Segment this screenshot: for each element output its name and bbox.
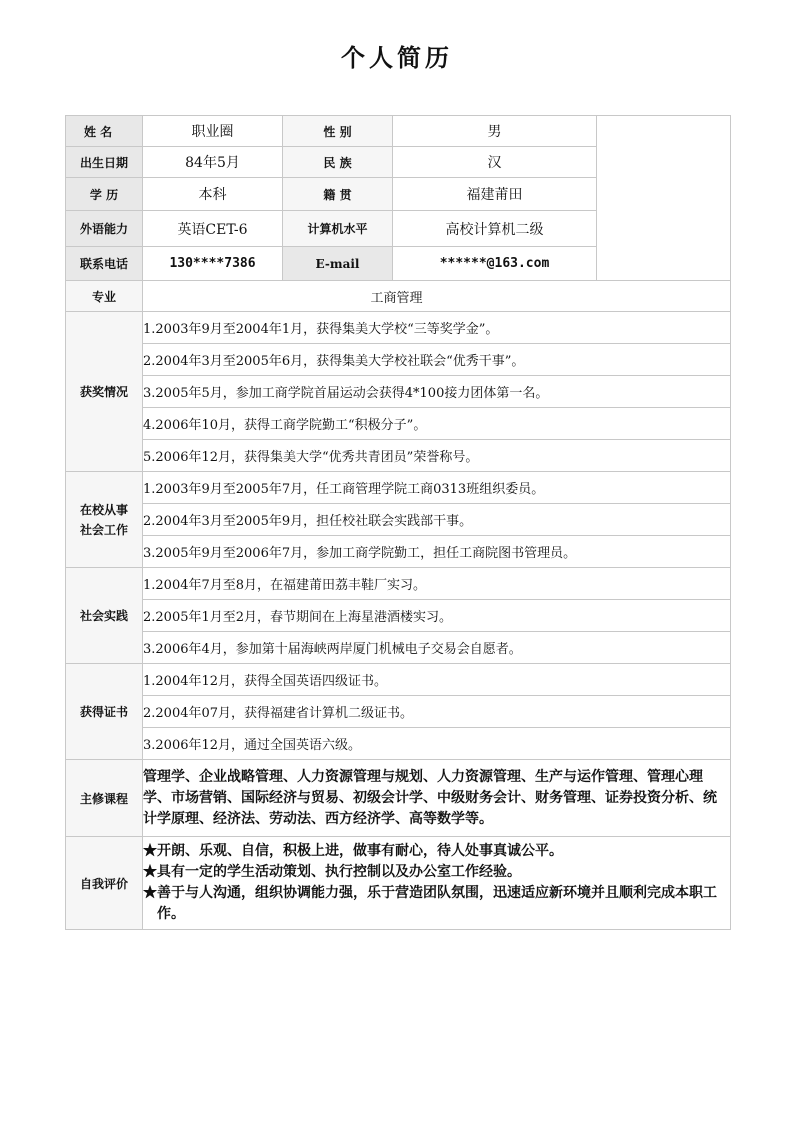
campus-row — [66, 536, 731, 568]
campus-row — [66, 504, 731, 536]
certs-label: 获得证书 — [66, 664, 143, 760]
practice-item-1: 1.2004年7月至8月，在福建莆田荔丰鞋厂实习。 — [143, 568, 731, 600]
awards-row — [66, 344, 731, 376]
computer-label: 计算机水平 — [283, 211, 393, 247]
campus-item-1: 1.2003年9月至2005年7月，任工商管理学院工商0313班组织委员。 — [143, 472, 731, 504]
campus-label-line2: 社会工作 — [79, 522, 128, 537]
gender-label: 性 别 — [283, 116, 393, 147]
education-value: 本科 — [143, 178, 283, 211]
photo-area — [597, 116, 731, 281]
phone-value: 130****7386 — [143, 247, 283, 281]
row-major — [66, 281, 731, 312]
page-title: 个人简历 — [341, 43, 453, 72]
courses-text: 管理学、企业战略管理、人力资源管理与规划、人力资源管理、生产与运作管理、管理心理学、市场营销、国际经济与贸易、初级会计学、中级财务会计、财务管理、证券投资分析、统计学原理、经济法、劳动法、西方经济学、高等数学等。 — [143, 760, 731, 837]
practice-item-2: 2.2005年1月至2月，春节期间在上海星港酒楼实习。 — [143, 600, 731, 632]
self-eval-row — [66, 837, 731, 930]
phone-label: 联系电话 — [66, 247, 143, 281]
self-eval-content — [143, 837, 731, 930]
awards-row — [66, 440, 731, 472]
major-text: 工商管理 — [370, 290, 423, 306]
origin-label: 籍 贯 — [283, 178, 393, 211]
courses-row — [66, 760, 731, 837]
awards-item-2: 2.2004年3月至2005年6月，获得集美大学校社联会“优秀干事”。 — [143, 344, 731, 376]
practice-row — [66, 632, 731, 664]
self-eval-line-2: ★具有一定的学生活动策划、执行控制以及办公室工作经验。 — [143, 864, 521, 880]
awards-row — [66, 408, 731, 440]
awards-item-5: 5.2006年12月，获得集美大学“优秀共青团员”荣誉称号。 — [143, 440, 731, 472]
email-label: E-mail — [283, 247, 393, 281]
language-label: 外语能力 — [66, 211, 143, 247]
self-eval-line-3: ★善于与人沟通，组织协调能力强，乐于营造团队氛围，迅速适应新环境并且顺利完成本职工作。 — [143, 885, 717, 922]
certs-row — [66, 664, 731, 696]
practice-row — [66, 568, 731, 600]
campus-item-2: 2.2004年3月至2005年9月，担任校社联会实践部干事。 — [143, 504, 731, 536]
awards-item-3: 3.2005年5月，参加工商学院首届运动会获得4*100接力团体第一名。 — [143, 376, 731, 408]
name-label-text: 姓 名 — [84, 124, 113, 139]
certs-item-3: 3.2006年12月，通过全国英语六级。 — [143, 728, 731, 760]
resume-table — [65, 115, 731, 930]
education-label: 学 历 — [66, 178, 143, 211]
birth-label: 出生日期 — [66, 147, 143, 178]
awards-row — [66, 376, 731, 408]
awards-item-4: 4.2006年10月，获得工商学院勤工“积极分子”。 — [143, 408, 731, 440]
practice-row — [66, 600, 731, 632]
campus-row — [66, 472, 731, 504]
major-label: 专业 — [66, 281, 143, 312]
name-value: 职业圈 — [143, 116, 283, 147]
campus-item-3: 3.2005年9月至2006年7月，参加工商学院勤工，担任工商院图书管理员。 — [143, 536, 731, 568]
birth-value: 84年5月 — [143, 147, 283, 178]
certs-row — [66, 696, 731, 728]
major-value — [143, 281, 731, 312]
ethnic-label: 民 族 — [283, 147, 393, 178]
computer-value: 高校计算机二级 — [393, 211, 597, 247]
practice-label: 社会实践 — [66, 568, 143, 664]
email-value: ******@163.com — [393, 247, 597, 281]
ethnic-value: 汉 — [393, 147, 597, 178]
courses-label: 主修课程 — [66, 760, 143, 837]
gender-value: 男 — [393, 116, 597, 147]
self-eval-label: 自我评价 — [66, 837, 143, 930]
awards-label: 获奖情况 — [66, 312, 143, 472]
language-value: 英语CET-6 — [143, 211, 283, 247]
self-eval-line-1: ★开朗、乐观、自信，积极上进，做事有耐心，待人处事真诚公平。 — [143, 843, 563, 859]
name-label — [66, 116, 143, 147]
certs-row — [66, 728, 731, 760]
awards-item-1: 1.2003年9月至2004年1月，获得集美大学校“三等奖学金”。 — [143, 312, 731, 344]
awards-row — [66, 312, 731, 344]
row-name — [66, 116, 731, 147]
certs-item-2: 2.2004年07月，获得福建省计算机二级证书。 — [143, 696, 731, 728]
practice-item-3: 3.2006年4月，参加第十届海峡两岸厦门机械电子交易会自愿者。 — [143, 632, 731, 664]
origin-value: 福建莆田 — [393, 178, 597, 211]
certs-item-1: 1.2004年12月，获得全国英语四级证书。 — [143, 664, 731, 696]
campus-label-line1: 在校从事 — [79, 502, 128, 517]
campus-label — [66, 472, 143, 568]
